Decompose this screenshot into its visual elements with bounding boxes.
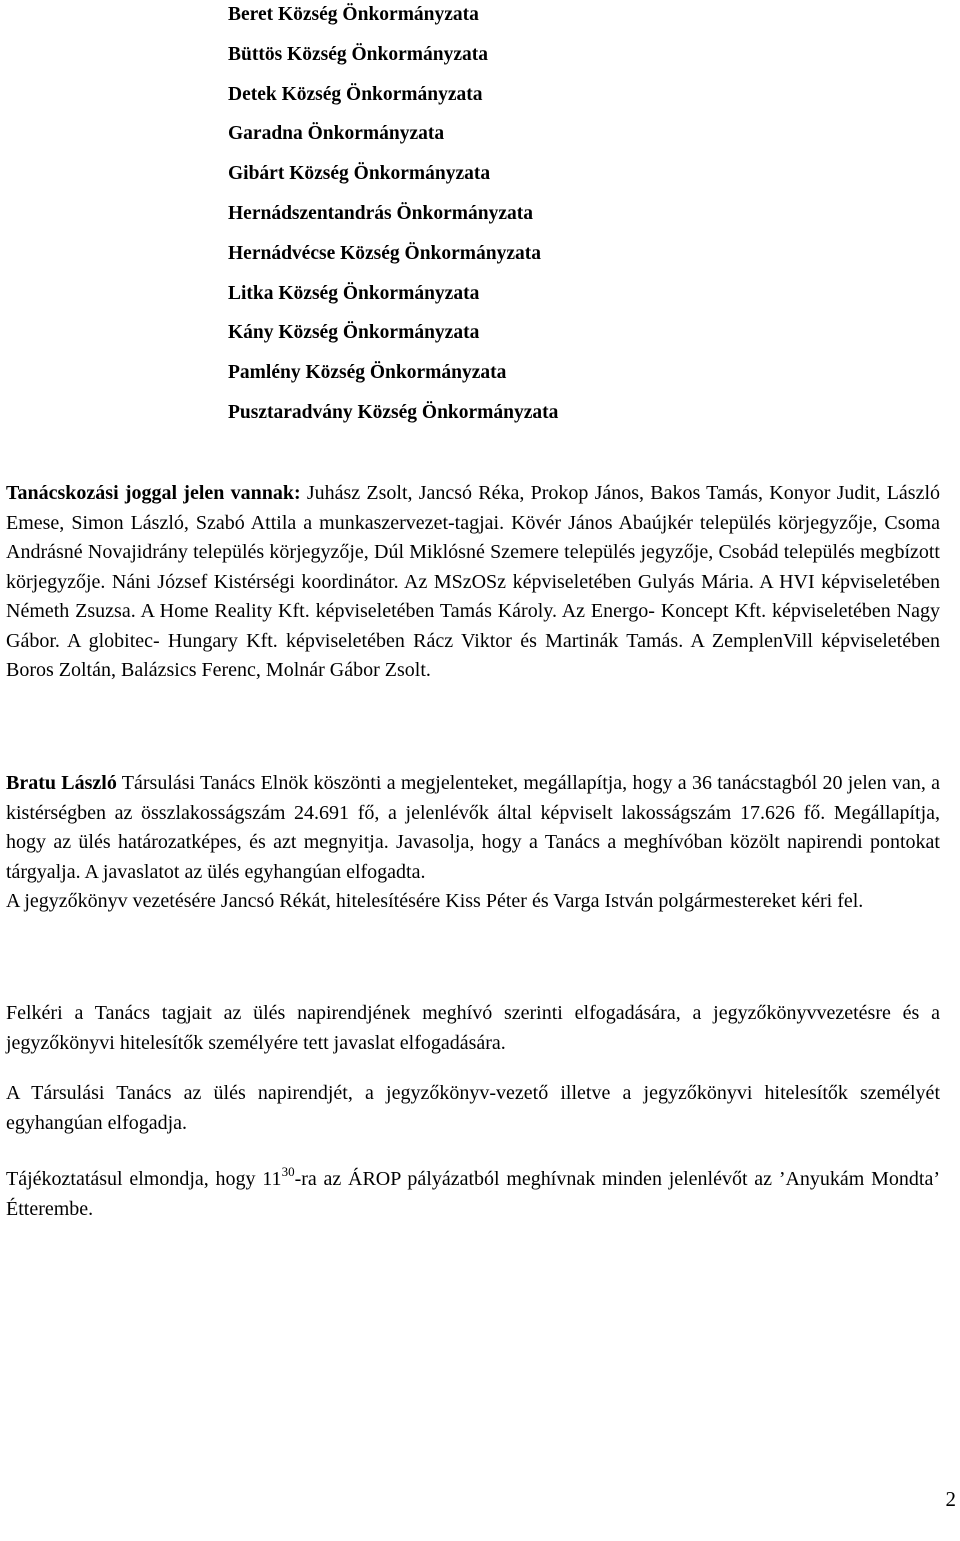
opening-paragraph xyxy=(6,769,940,887)
organization-item: Hernádszentandrás Önkormányzata xyxy=(228,202,533,224)
time-superscript: 30 xyxy=(281,1164,295,1179)
attendees-paragraph xyxy=(6,479,940,686)
opening-text: Társulási Tanács Elnök köszönti a megjelenteket, megállapítja, hogy a 36 tanácstagból 20 jelen van, a kistérségben az összlakosságszám 24.691 fő, a jelenlévők által képviselt lakosságszám 17.626 fő. Megállapítja, hogy az ülés határozatképes, és azt megnyitja. Javasolja, hogy a Tanács a meghívóban közölt napirendi pontokat tárgyalja. A javaslatot az ülés egyhangúan elfogadta. xyxy=(6,772,940,883)
agenda-request-text: Felkéri a Tanács tagjait az ülés napirendjének meghívó szerinti elfogadására, a jegyzőkönyvvezetésre és a jegyzőkönyvi hitelesítők személyére tett javaslat elfogadására. xyxy=(6,1002,940,1054)
organization-item: Garadna Önkormányzata xyxy=(228,123,445,145)
organization-list xyxy=(228,2,558,440)
organization-item: Beret Község Önkormányzata xyxy=(228,4,479,25)
organization-item: Büttös Község Önkormányzata xyxy=(228,43,488,65)
organization-item: Gibárt Község Önkormányzata xyxy=(228,163,491,185)
organization-item: Litka Község Önkormányzata xyxy=(228,282,480,304)
page-number: 2 xyxy=(945,1487,956,1511)
agenda-request-paragraph xyxy=(6,999,940,1058)
organization-item: Hernádvécse Község Önkormányzata xyxy=(228,242,542,264)
organization-item: Pusztaradvány Község Önkormányzata xyxy=(228,401,559,423)
adoption-text: A Társulási Tanács az ülés napirendjét, a jegyzőkönyv-vezető illetve a jegyzőkönyvi hitelesítők személyét egyhangúan elfogadja. xyxy=(6,1082,940,1134)
organization-item: Pamlény Község Önkormányzata xyxy=(228,362,507,384)
organization-item: Kány Község Önkormányzata xyxy=(228,322,480,344)
info-paragraph xyxy=(6,1165,940,1224)
attendees-label: Tanácskozási joggal jelen vannak: xyxy=(6,482,301,504)
adoption-paragraph xyxy=(6,1079,940,1138)
info-text-before: Tájékoztatásul elmondja, hogy 11 xyxy=(6,1168,282,1190)
speaker-name: Bratu László xyxy=(6,772,117,794)
minutes-paragraph: A jegyzőkönyv vezetésére Jancsó Rékát, hitelesítésére Kiss Péter és Varga István polgármestereket kéri fel. xyxy=(6,890,864,912)
organization-item: Detek Község Önkormányzata xyxy=(228,83,483,105)
info-text-after: -ra az ÁROP pályázatból meghívnak minden jelenlévőt az ’Anyukám Mondta’ Étterembe. xyxy=(6,1168,940,1220)
opening-section xyxy=(6,769,940,917)
attendees-text: Juhász Zsolt, Jancsó Réka, Prokop János, Bakos Tamás, Konyor Judit, László Emese, Simon László, Szabó Attila a munkaszervezet-tagjai. Kövér János Abaújkér település körjegyzője, Csoma Andrásné Novajidrány település körjegyzője, Dúl Miklósné Szemere település jegyzője, Csobád település megbízott körjegyzője. Náni József Kistérségi koordinátor. Az MSzOSz képviseletében Gulyás Mária. A HVI képviseletében Németh Zsuzsa. A Home Reality Kft. képviseletében Tamás Károly. Az Energo- Koncept Kft. képviseletében Nagy Gábor. A globitec- Hungary Kft. képviseletében Rácz Viktor és Martinák Tamás. A ZemplenVill képviseletében Boros Zoltán, Balázsics Ferenc, Molnár Gábor Zsolt. xyxy=(6,482,941,681)
